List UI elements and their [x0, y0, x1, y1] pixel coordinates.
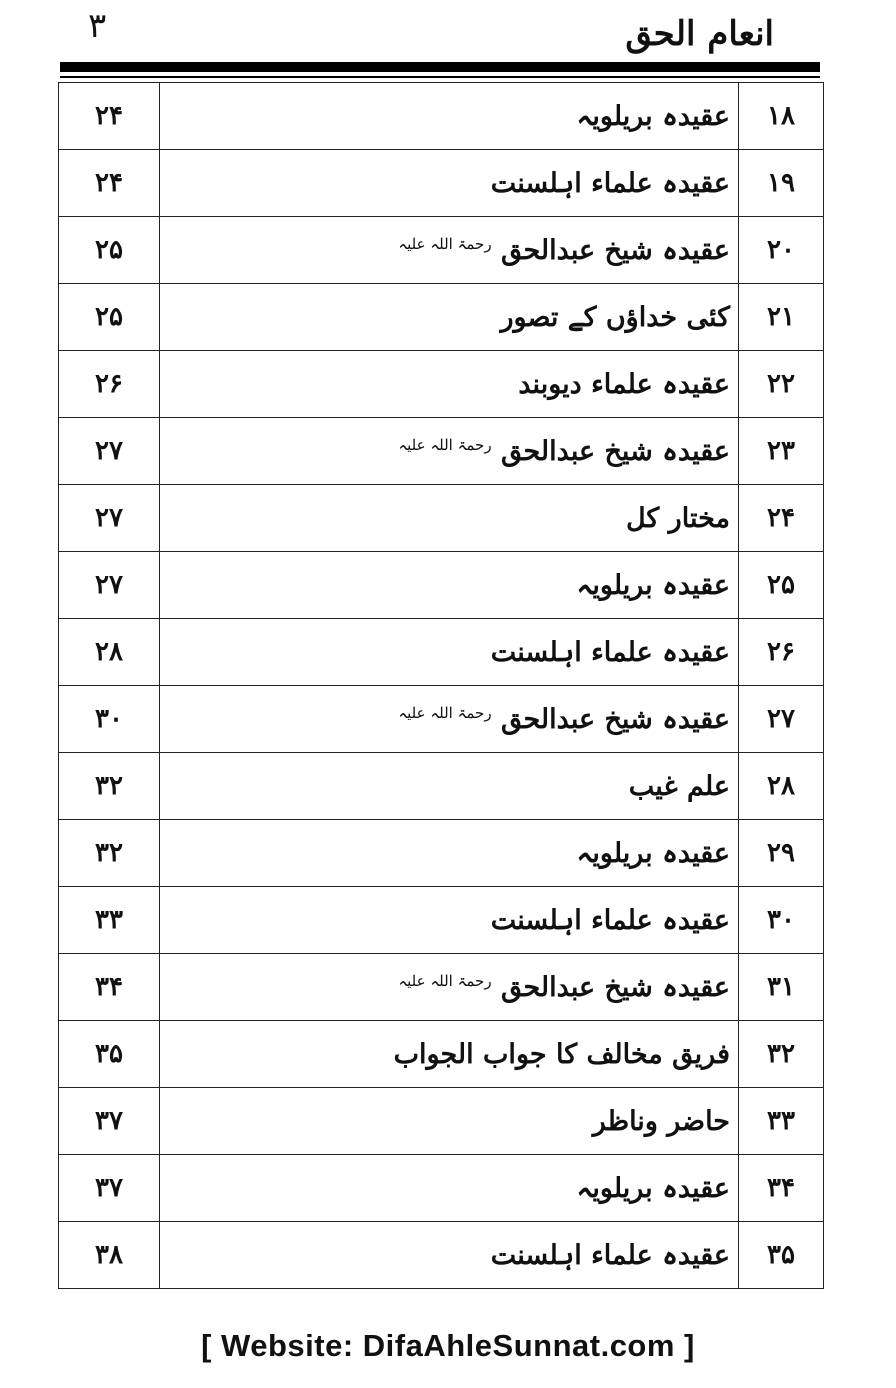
toc-serial-number: ۳۴ [739, 1155, 824, 1222]
toc-row [59, 1222, 824, 1289]
toc-entry-title: حاضر وناظر [592, 1105, 730, 1137]
toc-entry-title: کئی خداؤں کے تصور [500, 301, 730, 333]
toc-entry-cell [160, 1021, 739, 1088]
toc-entry-cell [160, 753, 739, 820]
table-of-contents [58, 82, 824, 1289]
toc-serial-number: ۲۵ [739, 552, 824, 619]
toc-row [59, 418, 824, 485]
toc-body [59, 83, 824, 1289]
toc-entry-cell [160, 954, 739, 1021]
toc-page-number: ۲۵ [59, 284, 160, 351]
toc-entry-title: فریق مخالف کا جواب الجواب [393, 1038, 730, 1070]
toc-entry-cell [160, 619, 739, 686]
toc-entry-honorific: رحمۃ اللہ علیہ [398, 234, 492, 253]
toc-entry-cell [160, 1155, 739, 1222]
toc-entry-title: عقیدہ بریلویہ [576, 100, 730, 132]
toc-row [59, 1088, 824, 1155]
page-number: ۳ [88, 6, 107, 46]
toc-page-number: ۳۵ [59, 1021, 160, 1088]
toc-page-number: ۲۸ [59, 619, 160, 686]
toc-entry-cell [160, 150, 739, 217]
toc-entry-honorific: رحمۃ اللہ علیہ [398, 435, 492, 454]
toc-row [59, 485, 824, 552]
toc-serial-number: ۲۸ [739, 753, 824, 820]
toc-entry-title: عقیدہ بریلویہ [576, 569, 730, 601]
toc-serial-number: ۳۰ [739, 887, 824, 954]
toc-page-number: ۲۶ [59, 351, 160, 418]
toc-page-number: ۲۴ [59, 83, 160, 150]
toc-entry-cell [160, 418, 739, 485]
toc-entry-title: علم غیب [628, 770, 730, 802]
toc-serial-number: ۳۲ [739, 1021, 824, 1088]
toc-entry-title: عقیدہ شیخ عبدالحق [500, 234, 730, 266]
toc-row [59, 619, 824, 686]
toc-row [59, 1021, 824, 1088]
toc-page-number: ۳۲ [59, 753, 160, 820]
toc-entry-cell [160, 686, 739, 753]
toc-row [59, 820, 824, 887]
header-rule-thick [60, 62, 820, 72]
toc-row [59, 753, 824, 820]
header-rule-thin [60, 76, 820, 78]
toc-entry-cell [160, 485, 739, 552]
toc-entry-title: عقیدہ علماء اہلسنت [490, 636, 730, 668]
toc-entry-title: عقیدہ علماء اہلسنت [490, 1239, 730, 1271]
toc-page-number: ۳۸ [59, 1222, 160, 1289]
toc-serial-number: ۲۰ [739, 217, 824, 284]
toc-row [59, 887, 824, 954]
toc-row [59, 552, 824, 619]
toc-row [59, 686, 824, 753]
toc-page-number: ۲۵ [59, 217, 160, 284]
toc-entry-title: عقیدہ علماء اہلسنت [490, 904, 730, 936]
toc-entry-honorific: رحمۃ اللہ علیہ [398, 703, 492, 722]
toc-serial-number: ۲۲ [739, 351, 824, 418]
toc-serial-number: ۲۹ [739, 820, 824, 887]
toc-row [59, 217, 824, 284]
toc-row [59, 284, 824, 351]
toc-entry-title: عقیدہ علماء دیوبند [518, 368, 730, 400]
toc-entry-title: مختار کل [625, 502, 730, 534]
toc-entry-cell [160, 1222, 739, 1289]
toc-serial-number: ۳۵ [739, 1222, 824, 1289]
toc-page-number: ۳۷ [59, 1088, 160, 1155]
toc-entry-cell [160, 217, 739, 284]
toc-serial-number: ۲۳ [739, 418, 824, 485]
toc-serial-number: ۱۸ [739, 83, 824, 150]
toc-entry-title: عقیدہ بریلویہ [576, 837, 730, 869]
toc-entry-cell [160, 351, 739, 418]
toc-entry-cell [160, 552, 739, 619]
toc-row [59, 150, 824, 217]
toc-entry-cell [160, 887, 739, 954]
toc-entry-title: عقیدہ علماء اہلسنت [490, 167, 730, 199]
toc-page-number: ۲۷ [59, 418, 160, 485]
toc-entry-title: عقیدہ شیخ عبدالحق [500, 703, 730, 735]
toc-page-number: ۳۲ [59, 820, 160, 887]
toc-entry-cell [160, 820, 739, 887]
toc-entry-title: عقیدہ بریلویہ [576, 1172, 730, 1204]
toc-page-number: ۳۷ [59, 1155, 160, 1222]
toc-entry-honorific: رحمۃ اللہ علیہ [398, 971, 492, 990]
toc-serial-number: ۲۷ [739, 686, 824, 753]
toc-row [59, 351, 824, 418]
toc-entry-cell [160, 284, 739, 351]
toc-entry-title: عقیدہ شیخ عبدالحق [500, 971, 730, 1003]
toc-serial-number: ۱۹ [739, 150, 824, 217]
toc-page-number: ۳۰ [59, 686, 160, 753]
toc-page-number: ۲۷ [59, 485, 160, 552]
toc-page-number: ۲۴ [59, 150, 160, 217]
toc-row [59, 954, 824, 1021]
toc-row [59, 83, 824, 150]
website-footer: [ Website: DifaAhleSunnat.com ] [201, 1328, 695, 1363]
book-title: انعام الحق [625, 14, 774, 54]
toc-entry-title: عقیدہ شیخ عبدالحق [500, 435, 730, 467]
toc-entry-cell [160, 1088, 739, 1155]
toc-serial-number: ۲۴ [739, 485, 824, 552]
toc-serial-number: ۳۱ [739, 954, 824, 1021]
toc-serial-number: ۳۳ [739, 1088, 824, 1155]
toc-serial-number: ۲۶ [739, 619, 824, 686]
page-header [0, 0, 896, 80]
toc-page-number: ۳۳ [59, 887, 160, 954]
toc-page-number: ۲۷ [59, 552, 160, 619]
toc-row [59, 1155, 824, 1222]
toc-page-number: ۳۴ [59, 954, 160, 1021]
toc-entry-cell [160, 83, 739, 150]
toc-serial-number: ۲۱ [739, 284, 824, 351]
